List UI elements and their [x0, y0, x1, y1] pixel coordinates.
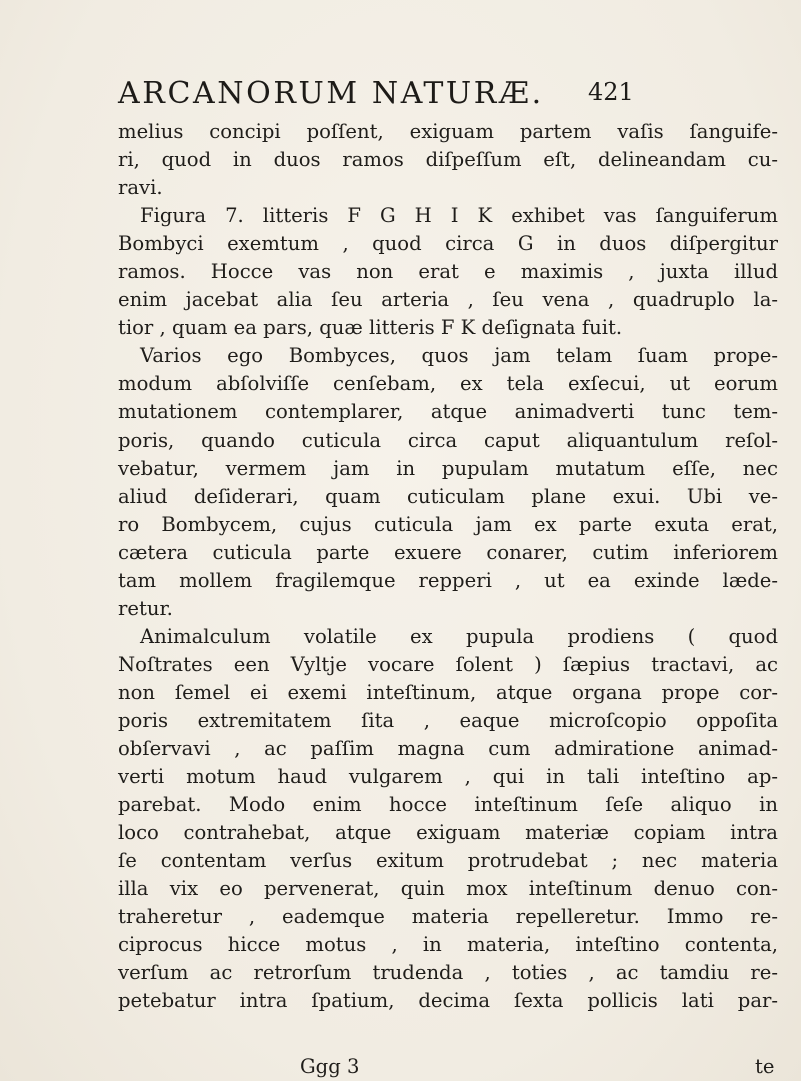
text-line: Noſtrates een Vyltje vocare ſolent ) ſæpius tractavi, ac: [118, 652, 778, 676]
page-footer: [300, 1055, 780, 1081]
text-line: ramos. Hocce vas non erat e maximis , juxta illud: [118, 260, 778, 284]
text-line: Figura 7. litteris F G H I K exhibet vas ſanguiferum: [140, 204, 778, 228]
body-text: [118, 118, 778, 1016]
text-line: tam mollem fragilemque repperi , ut ea exinde læde-: [118, 568, 778, 592]
text-line: non ſemel ei exemi inteſtinum, atque organa prope cor-: [118, 680, 778, 704]
text-line: ri, quod in duos ramos diſpeſſum eſt, delineandam cu-: [118, 148, 778, 172]
text-line: poris extremitatem ſita , eaque microſcopio oppoſita: [118, 708, 778, 732]
text-line: petebatur intra ſpatium, decima ſexta pollicis lati par-: [118, 989, 778, 1013]
text-line: cætera cuticula parte exuere conarer, cutim inferiorem: [118, 540, 778, 564]
text-line: ciprocus hicce motus , in materia, inteſtino contenta,: [118, 933, 778, 957]
text-line: melius concipi poſſent, exiguam partem vaſis ſanguife-: [118, 120, 778, 143]
text-line: Varios ego Bombyces, quos jam telam ſuam prope-: [140, 344, 778, 368]
page-header: [118, 76, 798, 116]
text-line: ro Bombycem, cujus cuticula jam ex parte exuta erat,: [118, 512, 778, 536]
text-line: traheretur , eademque materia repelleretur. Immo re-: [118, 905, 778, 929]
text-line: parebat. Modo enim hocce inteſtinum ſeſe aliquo in: [118, 793, 778, 817]
text-line: enim jacebat alia ſeu arteria , ſeu vena , quadruplo la-: [118, 288, 778, 312]
text-line: mutationem contemplarer, atque animadverti tunc tem-: [118, 400, 778, 424]
text-line: verti motum haud vulgarem , qui in tali inteſtino ap-: [118, 765, 778, 789]
text-line: illa vix eo pervenerat, quin mox inteſtinum denuo con-: [118, 877, 778, 901]
text-line: ravi.: [118, 176, 163, 200]
text-line: retur.: [118, 596, 173, 620]
text-line: tior , quam ea pars, quæ litteris F K deſignata fuit.: [118, 316, 623, 340]
page-number: 421: [588, 78, 634, 106]
text-line: obſervavi , ac paſſim magna cum admiratione animad-: [118, 737, 778, 761]
signature-mark: Ggg 3: [300, 1055, 360, 1078]
text-line: vebatur, vermem jam in pupulam mutatum eſſe, nec: [118, 456, 778, 480]
text-line: loco contrahebat, atque exiguam materiæ copiam intra: [118, 821, 778, 845]
catchword: te: [755, 1055, 775, 1078]
text-line: modum abſolviſſe cenſebam, ex tela exſecui, ut eorum: [118, 372, 778, 396]
text-line: Bombyci exemtum , quod circa G in duos diſpergitur: [118, 232, 778, 256]
text-line: verſum ac retrorſum trudenda , toties , ac tamdiu re-: [118, 961, 778, 985]
text-line: aliud deſiderari, quam cuticulam plane exui. Ubi ve-: [118, 484, 778, 508]
text-line: ſe contentam verſus exitum protrudebat ; nec materia: [118, 849, 778, 873]
text-line: Animalculum volatile ex pupula prodiens ( quod: [140, 624, 778, 648]
running-title: ARCANORUM NATURÆ.: [118, 76, 544, 111]
text-line: poris, quando cuticula circa caput aliquantulum reſol-: [118, 428, 778, 452]
